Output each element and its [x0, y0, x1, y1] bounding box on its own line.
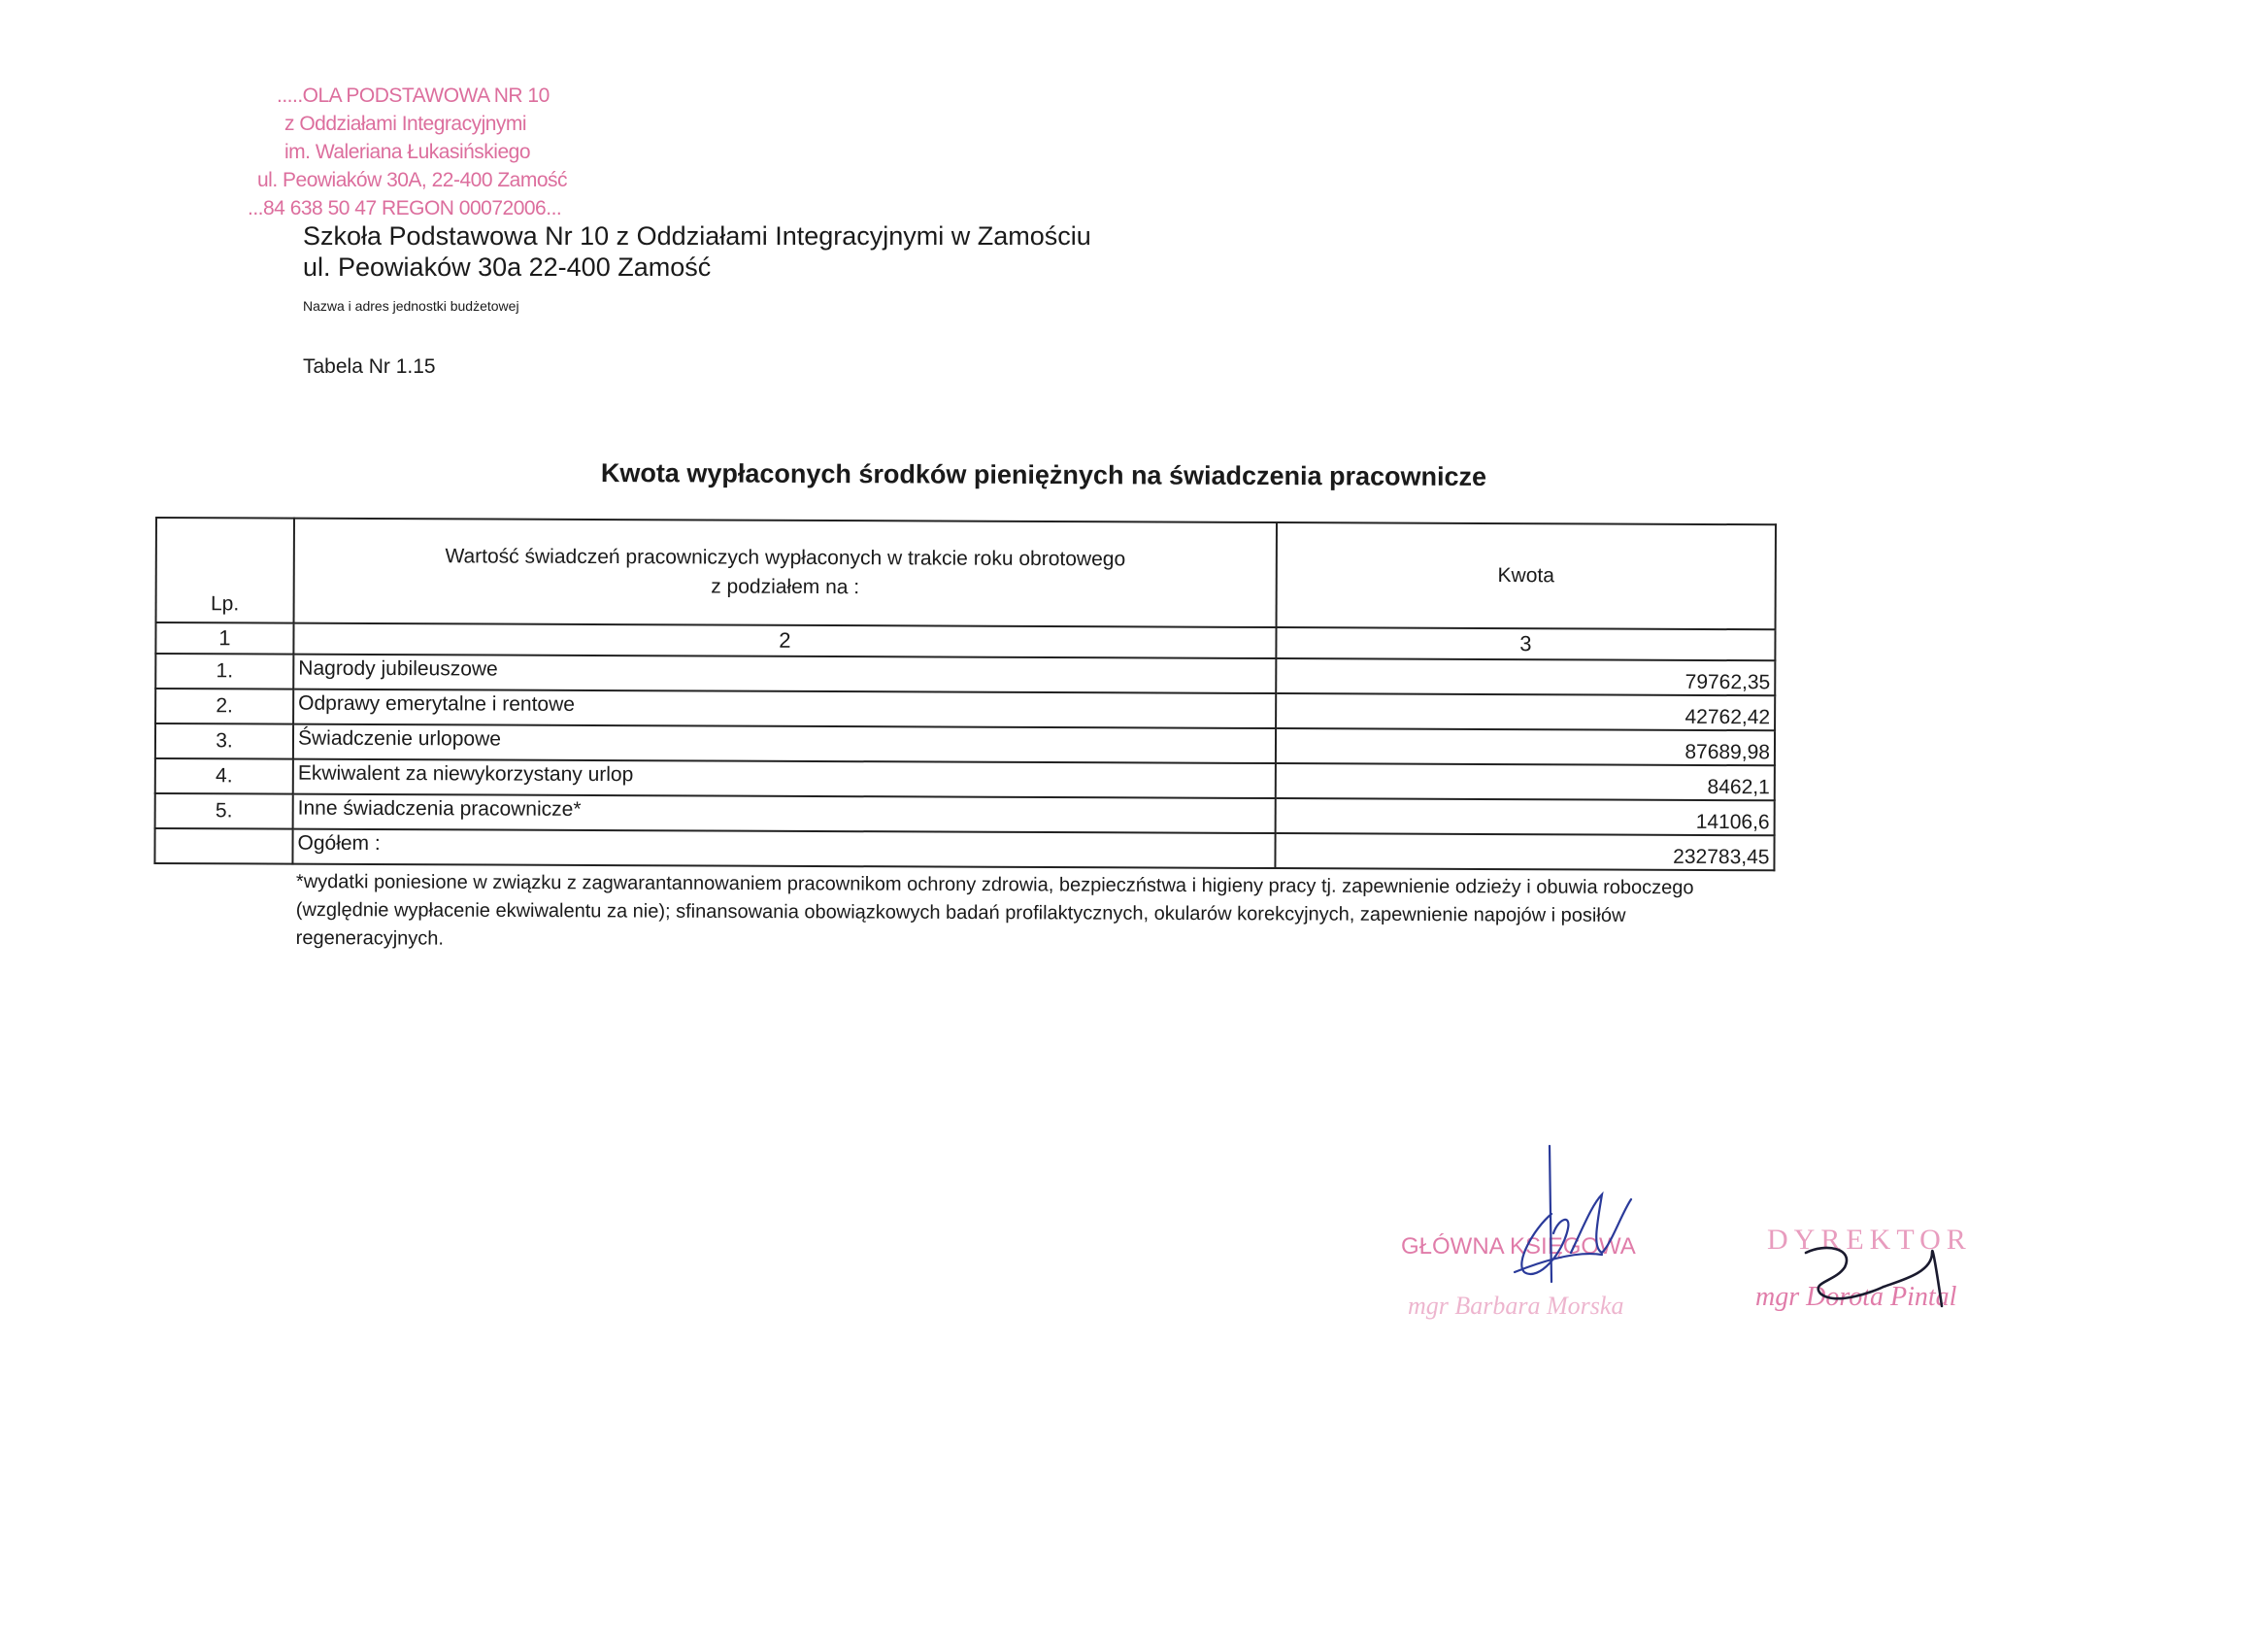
unit-caption: Nazwa i adres jednostki budżetowej	[303, 298, 519, 314]
row-label: Ekwiwalent za niewykorzystany urlop	[293, 759, 1276, 798]
row-label: Nagrody jubileuszowe	[293, 655, 1276, 693]
document-title: Kwota wypłaconych środków pieniężnych na świadczenia pracownicze	[600, 458, 1487, 491]
row-value: 79762,35	[1276, 658, 1775, 695]
row-value: 8462,1	[1276, 763, 1775, 800]
total-value: 232783,45	[1275, 833, 1774, 870]
row-label: Świadczenie urlopowe	[293, 724, 1276, 763]
row-label: Inne świadczenia pracownicze*	[293, 794, 1276, 833]
unit-name: Szkoła Podstawowa Nr 10 z Oddziałami Integracyjnymi w Zamościu	[303, 221, 1091, 251]
stamp-line: im. Waleriana Łukasińskiego	[284, 141, 531, 163]
column-number: 2	[293, 623, 1276, 658]
row-lp: 4.	[155, 758, 293, 794]
row-value: 42762,42	[1276, 693, 1775, 730]
benefits-table	[153, 517, 1775, 871]
row-value: 14106,6	[1276, 798, 1775, 835]
row-value: 87689,98	[1276, 728, 1775, 765]
accountant-stamp-title: GŁÓWNA KSIĘGOWA	[1401, 1233, 1636, 1260]
director-stamp-name: mgr Dorota Pintal	[1755, 1282, 1957, 1312]
director-signature	[1786, 1214, 2010, 1340]
header-lp: Lp.	[156, 518, 294, 623]
total-row	[154, 828, 1774, 870]
stamp-line: .....OLA PODSTAWOWA NR 10	[277, 84, 550, 107]
school-stamp	[248, 82, 597, 222]
unit-address: ul. Peowiaków 30a 22-400 Zamość	[303, 252, 712, 282]
accountant-stamp-name: mgr Barbara Morska	[1408, 1292, 1624, 1320]
row-label: Odprawy emerytalne i rentowe	[293, 689, 1276, 728]
header-description-line2: z podziałem na :	[711, 575, 860, 599]
header-amount: Kwota	[1277, 522, 1776, 629]
total-label: Ogółem :	[292, 829, 1275, 868]
accountant-signature	[1456, 1136, 1680, 1330]
total-lp	[154, 828, 292, 864]
row-lp: 2.	[155, 689, 293, 724]
director-stamp-title: DYREKTOR	[1767, 1224, 1972, 1256]
stamp-line: ...84 638 50 47 REGON 00072006...	[248, 197, 562, 219]
stamp-line: ul. Peowiaków 30A, 22-400 Zamość	[257, 169, 568, 191]
row-lp: 5.	[155, 793, 293, 829]
header-description-line1: Wartość świadczeń pracowniczych wypłaconych w trakcie roku obrotowego	[445, 545, 1126, 571]
row-lp: 1.	[155, 654, 293, 689]
table-header-row	[156, 518, 1776, 629]
row-lp: 3.	[155, 723, 293, 759]
footnote: *wydatki poniesione w związku z zagwarantannowaniem pracownikom ochrony zdrowia, bezpieczństwa i higieny pracy tj. zapewnienie odzieży i obuwia roboczego (względnie wypłacenie ekwiwalentu za nie); sfinansowania obowiązkowych badań profilaktycznych, okularów korekcyjnych, zapewnienie napojów i posiłów regeneracyjnych.	[295, 871, 1694, 950]
stamp-line: z Oddziałami Integracyjnymi	[284, 113, 527, 135]
header-description	[294, 519, 1277, 627]
table-number: Tabela Nr 1.15	[303, 355, 436, 378]
column-number: 3	[1276, 627, 1775, 660]
column-number: 1	[155, 622, 293, 655]
